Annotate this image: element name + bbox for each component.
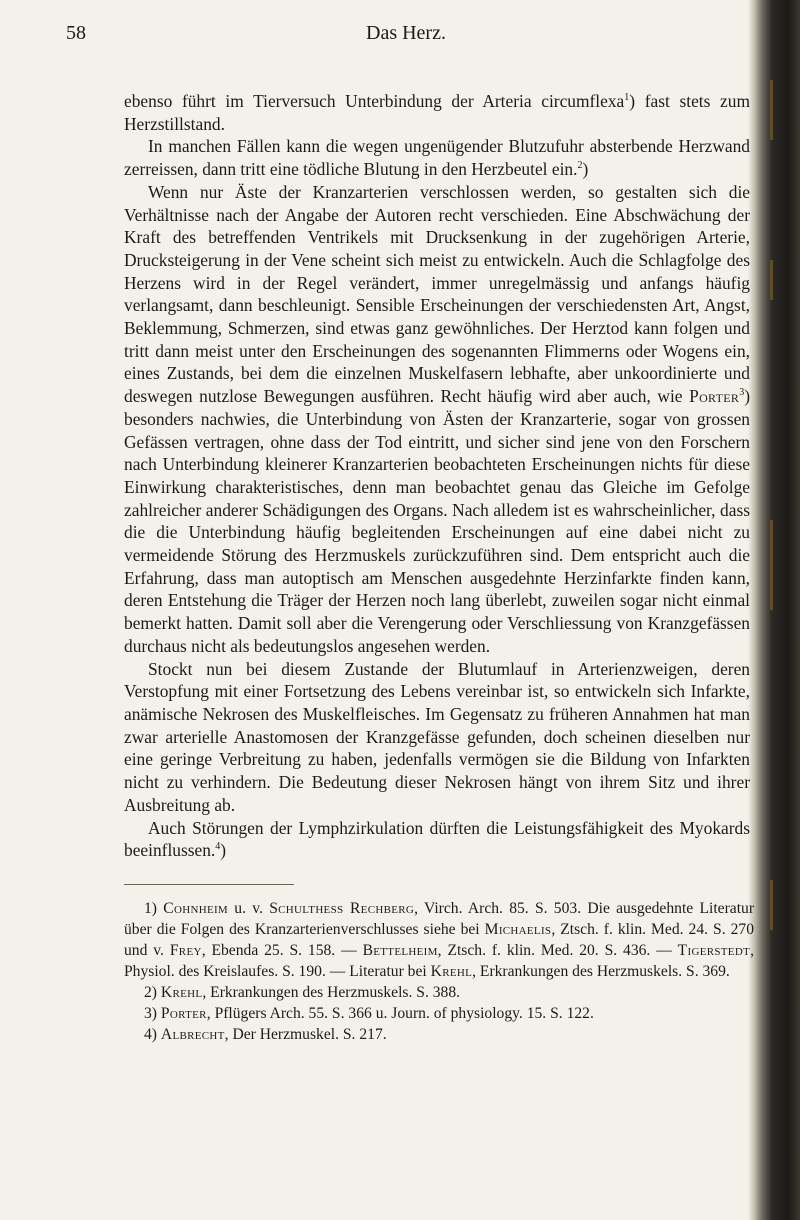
footnote-ref: 1 <box>624 92 630 104</box>
running-title: Das Herz. <box>366 22 446 44</box>
footnotes <box>124 898 754 1045</box>
page-header <box>66 22 746 48</box>
body-text <box>124 90 750 862</box>
footnote-1: 1) Cohnheim u. v. Schulthess Rechberg, Virch. Arch. 85. S. 503. Die ausgedehnte Literatur über die Folgen des Kranzarterienverschlusses siehe bei Michaelis, Ztsch. f. klin. Med. 24. S. 270 und v. Frey, Ebenda 25. S. 158. — Bettelheim, Ztsch. f. klin. Med. 20. S. 436. — Tigerstedt, Physiol. des Kreislaufes. S. 190. — Literatur bei Krehl, Erkrankungen des Herzmuskels. S. 369. <box>124 900 755 980</box>
footnote-ref: 4 <box>215 841 221 853</box>
footnote-ref: 2 <box>577 160 583 172</box>
footnote-3: 3) Porter, Pflügers Arch. 55. S. 366 u. Journ. of physiology. 15. S. 122. <box>144 1005 594 1022</box>
author-name: Porter <box>689 386 740 407</box>
footnote-divider <box>124 884 294 885</box>
paragraph-1: ebenso führt im Tierversuch Unterbindung der Arteria circumflexa$^1$) fast stets zum Herzstillstand. <box>124 91 750 134</box>
footnote-4: 4) Albrecht, Der Herzmuskel. S. 217. <box>144 1026 387 1043</box>
paragraph-2: In manchen Fällen kann die wegen ungenügender Blutzufuhr absterbende Herzwand zerreissen, dann tritt eine tödliche Blutung in den Herzbeutel ein.$^2$) <box>124 136 750 180</box>
footnote-ref: 3 <box>739 387 745 399</box>
paragraph-3: Wenn nur Äste der Kranzarterien verschlossen werden, so gestalten sich die Verhältnisse nach der Angabe der Autoren recht verschieden. Eine Abschwächung der Kraft des betreffenden Ventrikels mit Drucksenkung in der zugehörigen Arterie, Drucksteigerung in der Vene scheint sich meist zu entwickeln. Auch die Schlagfolge des Herzens wird in der Regel verändert, immer unregelmässig und anfangs häufig verlangsamt, dann beschleunigt. Sensible Erscheinungen der verschiedensten Art, Angst, Beklemmung, Schmerzen, sind etwas ganz gewöhnliches. Der Herztod kann folgen und tritt dann meist unter den Erscheinungen des sogenannten Flimmerns oder Wogens ein, eines Zustands, bei dem die einzelnen Muskelfasern lebhafte, aber unkoordinierte und deswegen nutzlose Bewegungen ausführen. Recht häufig wird aber auch, wie Porter$^3$) besonders nachwies, die Unterbindung von Ästen der Kranzarterie, sogar von grossen Gefässen vertragen, ohne dass der Tod eintritt, und sicher sind jene von den Forschern nach Unterbindung kleinerer Kranzarterien beobachteten Erscheinungen nichts für diese Einwirkung charakteristisches, denn man beobachtet genau das Gleiche im Gefolge zahlreicher anderer Schädigungen des Organs. Nach alledem ist es wahrscheinlicher, dass die die Unterbindung häufig begleitenden Erscheinungen auf eine dabei nicht zu vermeidende Störung des Herzmuskels zurückzuführen sind. Dem entspricht auch die Erfahrung, dass man autoptisch am Menschen ausgedehnte Herzinfarkte finden kann, deren Entstehung die Träger der Herzen noch lang überlebt, zuweilen sogar nicht einmal bemerkt hatten. Damit soll aber die Verengerung oder Verschliessung von Kranzgefässen durchaus nicht als bedeutungslos angesehen werden. <box>124 181 750 656</box>
paragraph-5: Auch Störungen der Lymphzirkulation dürften die Leistungsfähigkeit des Myokards beeinflussen.$^4$) <box>124 817 750 861</box>
page-number: 58 <box>66 22 86 44</box>
paragraph-4: Stockt nun bei diesem Zustande der Blutumlauf in Arterienzweigen, deren Verstopfung mit einer Fortsetzung des Lebens vereinbar ist, so entwickeln sich Infarkte, anämische Nekrosen des Muskelfleisches. Im Gegensatz zu früheren Annahmen hat man zwar arterielle Anastomosen der Kranzgefässe gefunden, doch scheinen dieselben nur eine geringe Verbreitung zu haben, jedenfalls vermögen sie die Bildung von Infarkten nicht zu verhindern. Die Bedeutung dieser Nekrosen hängt von ihrem Sitz und ihrer Ausbreitung ab. <box>124 658 750 815</box>
footnote-2: 2) Krehl, Erkrankungen des Herzmuskels. S. 388. <box>144 984 461 1001</box>
scan-binding-edge <box>748 0 800 1220</box>
